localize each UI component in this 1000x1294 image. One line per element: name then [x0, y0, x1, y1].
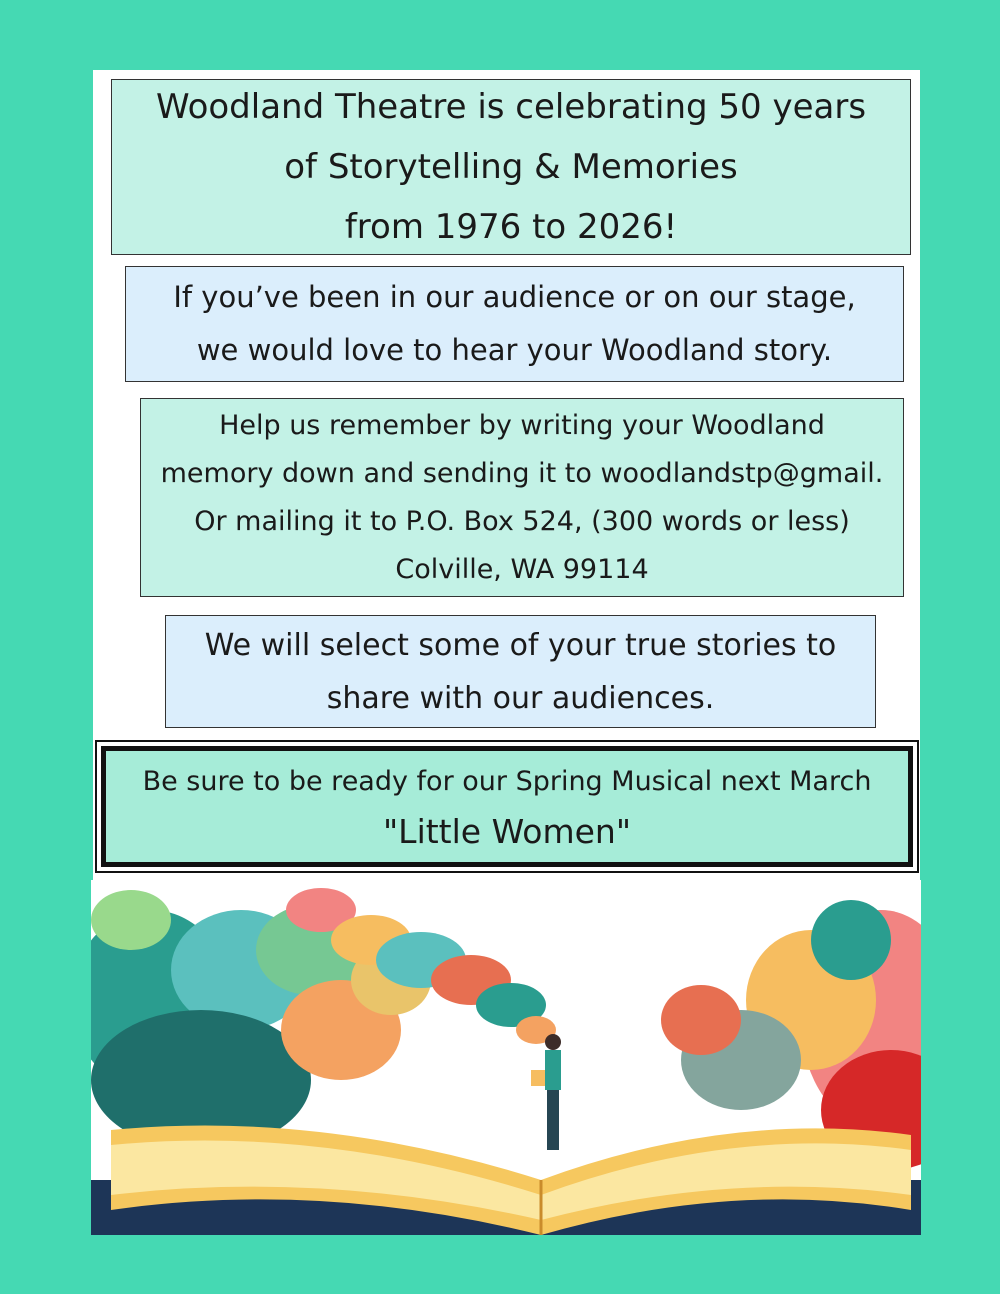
- invite-line-1: If you’ve been in our audience or on our stage,: [173, 280, 856, 314]
- instructions-line-2: memory down and sending it to woodlandstp@gmail.: [160, 457, 884, 489]
- musical-box: [95, 740, 919, 873]
- musical-box-inner: [101, 746, 913, 867]
- storybook-illustration: [91, 880, 921, 1235]
- instructions-line-3: Or mailing it to P.O. Box 524, (300 words or less): [194, 505, 850, 537]
- invite-box: [125, 266, 904, 382]
- selection-line-2: share with our audiences.: [326, 680, 715, 716]
- musical-line-1: Be sure to be ready for our Spring Musical next March: [142, 765, 872, 797]
- instructions-box: [140, 398, 904, 597]
- instructions-line-1: Help us remember by writing your Woodland: [219, 409, 825, 441]
- instructions-line-4: Colville, WA 99114: [395, 553, 649, 585]
- musical-title: "Little Women": [383, 811, 631, 851]
- selection-box: [165, 615, 876, 728]
- title-line-2: of Storytelling & Memories: [284, 147, 738, 187]
- selection-line-1: We will select some of your true stories to: [204, 627, 837, 663]
- title-line-3: from 1976 to 2026!: [344, 207, 678, 247]
- title-line-1: Woodland Theatre is celebrating 50 years: [155, 87, 867, 127]
- title-box: [111, 79, 911, 255]
- invite-line-2: we would love to hear your Woodland story.: [196, 333, 833, 367]
